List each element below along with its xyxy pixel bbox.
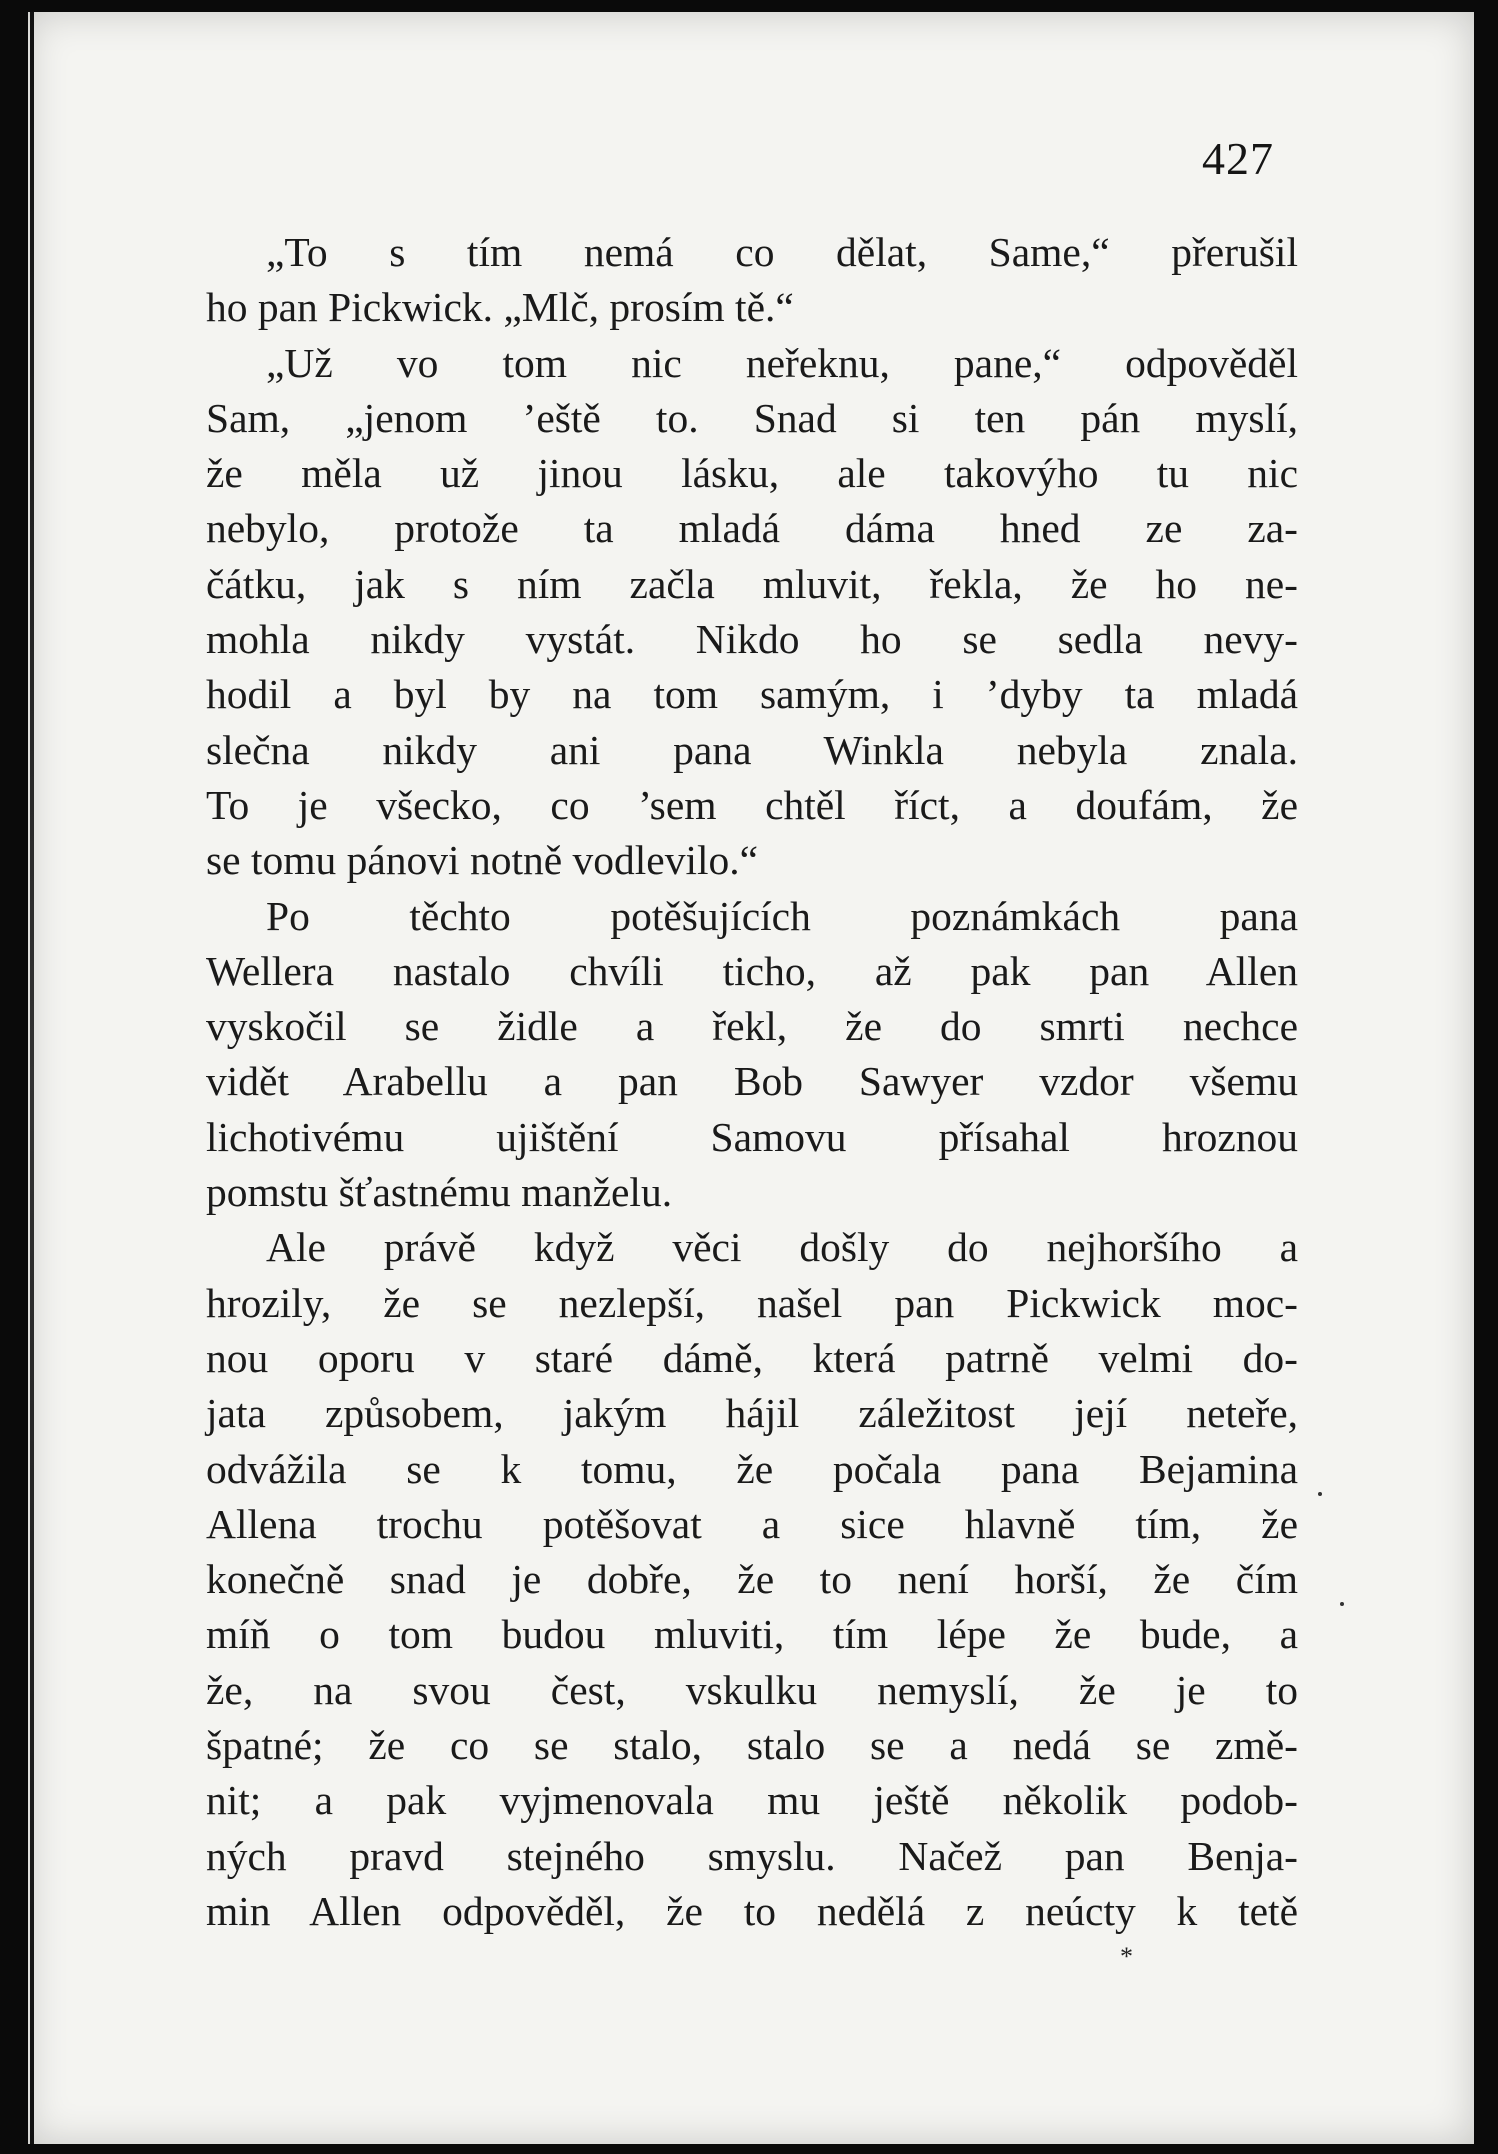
text-line: nou oporu v staré dámě, která patrně velmi do-: [206, 1334, 1298, 1381]
text-line: Allena trochu potěšovat a sice hlavně tím, že: [206, 1500, 1298, 1547]
text-line: slečna nikdy ani pana Winkla nebyla znala.: [206, 726, 1298, 773]
text-line: že, na svou čest, vskulku nemyslí, že je to: [206, 1666, 1298, 1713]
text-line: pomstu šťastnému manželu.: [206, 1169, 673, 1216]
print-speck: [1340, 1602, 1344, 1606]
text-line: Sam, „jenom ’eště to. Snad si ten pán myslí,: [206, 394, 1298, 441]
text-line: lichotivému ujištění Samovu přísahal hroznou: [206, 1113, 1298, 1160]
text-line: se tomu pánovi notně vodlevilo.“: [206, 837, 759, 884]
text-line: mohla nikdy vystát. Nikdo ho se sedla nevy-: [206, 616, 1298, 663]
text-line: čátku, jak s ním začla mluvit, řekla, že ho ne-: [206, 560, 1298, 607]
text-line: nebylo, protože ta mladá dáma hned ze za-: [206, 505, 1298, 552]
text-line: Wellera nastalo chvíli ticho, až pak pan Allen: [206, 947, 1298, 994]
text-line: nit; a pak vyjmenovala mu ještě několik podob-: [206, 1777, 1298, 1824]
text-line: vidět Arabellu a pan Bob Sawyer vzdor všemu: [206, 1058, 1298, 1105]
text-line: ho pan Pickwick. „Mlč, prosím tě.“: [206, 284, 794, 331]
text-line: že měla už jinou lásku, ale takovýho tu nic: [206, 450, 1298, 497]
text-line: špatné; že co se stalo, stalo se a nedá se změ-: [206, 1722, 1298, 1769]
text-line: konečně snad je dobře, že to není horší, že čím: [206, 1556, 1298, 1603]
text-line: min Allen odpověděl, že to nedělá z neúcty k tetě: [206, 1887, 1298, 1934]
text-line: jata způsobem, jakým hájil záležitost její neteře,: [206, 1390, 1298, 1437]
text-line: Po těchto potěšujících poznámkách pana: [266, 892, 1298, 939]
text-line: „Už vo tom nic neřeknu, pane,“ odpověděl: [266, 339, 1298, 386]
page-number: 427: [1202, 133, 1274, 184]
text-line: hodil a byl by na tom samým, i ’dyby ta mladá: [206, 671, 1298, 718]
body-text: [206, 225, 1298, 1939]
text-line: „To s tím nemá co dělat, Same,“ přerušil: [266, 229, 1298, 275]
text-line: To je všecko, co ’sem chtěl říct, a doufám, že: [206, 781, 1298, 828]
text-line: míň o tom budou mluviti, tím lépe že bude, a: [206, 1611, 1298, 1658]
text-line: hrozily, že se nezlepší, našel pan Pickwick moc-: [206, 1279, 1298, 1326]
text-line: Ale právě když věci došly do nejhoršího a: [266, 1224, 1298, 1271]
print-speck: [1318, 1492, 1322, 1496]
text-line: vyskočil se židle a řekl, že do smrti nechce: [206, 1003, 1298, 1050]
page-edge: [30, 12, 34, 2144]
text-line: ných pravd stejného smyslu. Načež pan Benja-: [206, 1832, 1298, 1879]
book-page: [28, 12, 1474, 2144]
signature-mark: *: [1120, 1942, 1133, 1971]
text-line: odvážila se k tomu, že počala pana Bejamina: [206, 1445, 1298, 1492]
